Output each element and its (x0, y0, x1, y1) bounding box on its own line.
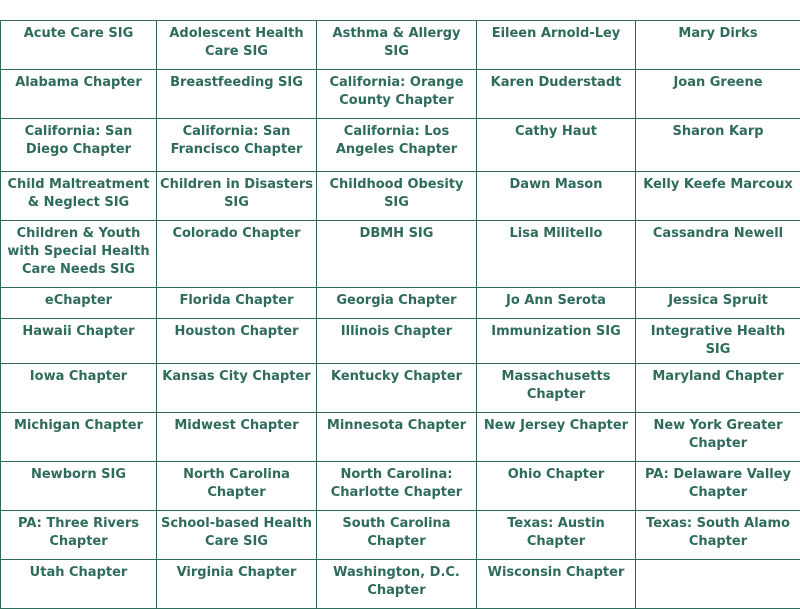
table-cell: Adolescent Health Care SIG (157, 21, 317, 70)
table-cell: North Carolina: Charlotte Chapter (317, 462, 477, 511)
table-row (1, 70, 800, 119)
table-cell: Newborn SIG (1, 462, 157, 511)
table-cell: Lisa Militello (477, 221, 636, 288)
table-cell: Midwest Chapter (157, 413, 317, 462)
table-row (1, 511, 800, 560)
table-row (1, 288, 800, 319)
table-cell: Acute Care SIG (1, 21, 157, 70)
table-cell: Illinois Chapter (317, 319, 477, 364)
table-cell: North Carolina Chapter (157, 462, 317, 511)
table-cell: South Carolina Chapter (317, 511, 477, 560)
table-row (1, 413, 800, 462)
table-row (1, 21, 800, 70)
table-cell: Hawaii Chapter (1, 319, 157, 364)
table-cell: eChapter (1, 288, 157, 319)
table-cell: New Jersey Chapter (477, 413, 636, 462)
table-cell: Florida Chapter (157, 288, 317, 319)
table-cell: Immunization SIG (477, 319, 636, 364)
table-cell: Cathy Haut (477, 119, 636, 172)
table-cell: Georgia Chapter (317, 288, 477, 319)
table-cell: Texas: South Alamo Chapter (636, 511, 800, 560)
table-cell: Mary Dirks (636, 21, 800, 70)
table-cell: Joan Greene (636, 70, 800, 119)
table-row (1, 319, 800, 364)
table-cell: Breastfeeding SIG (157, 70, 317, 119)
table-cell: School-based Health Care SIG (157, 511, 317, 560)
table-cell: Washington, D.C. Chapter (317, 560, 477, 609)
table-row (1, 364, 800, 413)
table-cell: Child Maltreatment & Neglect SIG (1, 172, 157, 221)
table-cell: Children & Youth with Special Health Care Needs SIG (1, 221, 157, 288)
table-cell: PA: Delaware Valley Chapter (636, 462, 800, 511)
table-cell: California: San Diego Chapter (1, 119, 157, 172)
table-cell: Sharon Karp (636, 119, 800, 172)
table-cell: Karen Duderstadt (477, 70, 636, 119)
table-cell: Kentucky Chapter (317, 364, 477, 413)
table-cell: Asthma & Allergy SIG (317, 21, 477, 70)
table-row (1, 221, 800, 288)
table-cell: Maryland Chapter (636, 364, 800, 413)
table-cell: Minnesota Chapter (317, 413, 477, 462)
table-cell: Michigan Chapter (1, 413, 157, 462)
table-cell: Iowa Chapter (1, 364, 157, 413)
chapters-table (0, 20, 800, 609)
table-cell: Integrative Health SIG (636, 319, 800, 364)
table-cell: California: Los Angeles Chapter (317, 119, 477, 172)
empty-cell (636, 560, 800, 609)
table-cell: California: Orange County Chapter (317, 70, 477, 119)
table-row (1, 172, 800, 221)
table-cell: Virginia Chapter (157, 560, 317, 609)
table-cell: California: San Francisco Chapter (157, 119, 317, 172)
table-cell: Jo Ann Serota (477, 288, 636, 319)
table-cell: Alabama Chapter (1, 70, 157, 119)
table-cell: Childhood Obesity SIG (317, 172, 477, 221)
table-cell: DBMH SIG (317, 221, 477, 288)
table-cell: PA: Three Rivers Chapter (1, 511, 157, 560)
table-cell: Massachusetts Chapter (477, 364, 636, 413)
table-cell: Texas: Austin Chapter (477, 511, 636, 560)
table-cell: Eileen Arnold-Ley (477, 21, 636, 70)
table-cell: Wisconsin Chapter (477, 560, 636, 609)
table-cell: Kelly Keefe Marcoux (636, 172, 800, 221)
table-row (1, 462, 800, 511)
table-cell: Houston Chapter (157, 319, 317, 364)
table-cell: Cassandra Newell (636, 221, 800, 288)
table-cell: Colorado Chapter (157, 221, 317, 288)
table-cell: Jessica Spruit (636, 288, 800, 319)
table-cell: Ohio Chapter (477, 462, 636, 511)
table-cell: Kansas City Chapter (157, 364, 317, 413)
table-cell: Utah Chapter (1, 560, 157, 609)
table-row (1, 560, 800, 609)
table-cell: Children in Disasters SIG (157, 172, 317, 221)
table-row (1, 119, 800, 172)
table-cell: Dawn Mason (477, 172, 636, 221)
table-cell: New York Greater Chapter (636, 413, 800, 462)
